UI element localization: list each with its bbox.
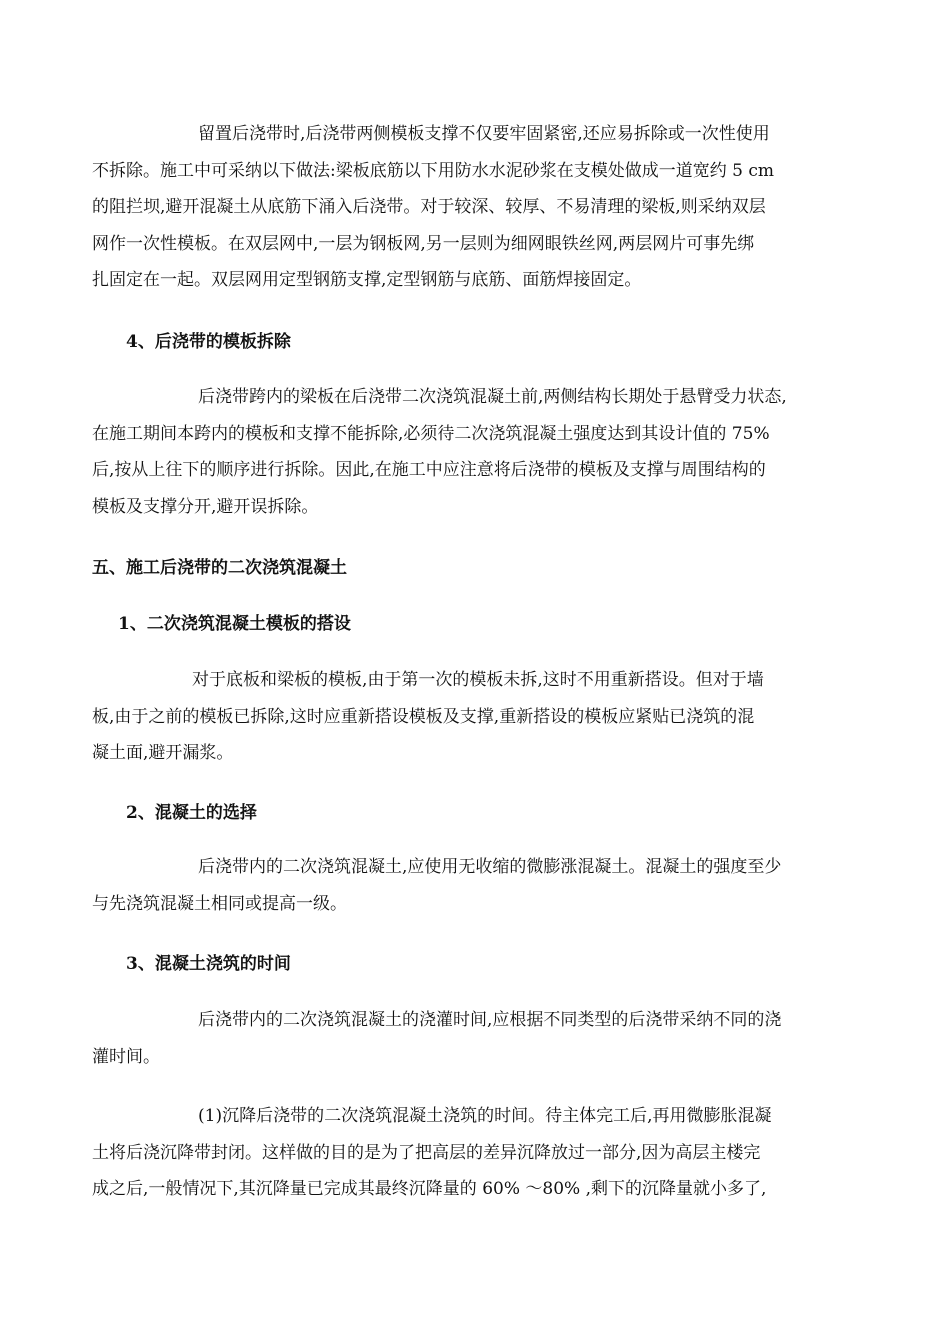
paragraph-line [92,116,862,153]
paragraph-line [92,1002,862,1039]
section-heading-formwork-setup: 1、二次浇筑混凝土模板的搭设 [118,614,351,634]
paragraph-formwork-support [92,116,862,299]
paragraph-line: 与先浇筑混凝土相同或提高一级。 [92,893,347,914]
chapter-heading-secondary-pouring: 五、施工后浇带的二次浇筑混凝土 [92,558,347,578]
paragraph-line: 土将后浇沉降带封闭。这样做的目的是为了把高层的差异沉降放过一部分,因为高层主楼完 [92,1142,761,1163]
paragraph-line: 在施工期间本跨内的模板和支撑不能拆除,必须待二次浇筑混凝土强度达到其设计值的 75% [92,423,770,444]
paragraph-line: 板,由于之前的模板已拆除,这时应重新搭设模板及支撑,重新搭设的模板应紧贴已浇筑的混 [92,706,755,727]
paragraph-line: 的阻拦坝,避开混凝土从底筋下涌入后浇带。对于较深、较厚、不易清理的梁板,则采纳双层 [92,197,766,217]
line-text: 后浇带跨内的梁板在后浇带二次浇筑混凝土前,两侧结构长期处于悬臂受力状态, [198,387,787,407]
paragraph-formwork-removal [92,379,862,525]
paragraph-line [92,1098,862,1135]
paragraph-line: 模板及支撑分开,避开误拆除。 [92,496,319,517]
paragraph-pouring-time [92,1002,862,1075]
paragraph-concrete-selection [92,849,862,922]
section-heading-pouring-time: 3、混凝土浇筑的时间 [126,954,291,974]
paragraph-line: 扎固定在一起。双层网用定型钢筋支撑,定型钢筋与底筋、面筋焊接固定。 [92,270,642,290]
paragraph-line: 网作一次性模板。在双层网中,一层为钢板网,另一层则为细网眼铁丝网,两层网片可事先绑 [92,233,755,254]
paragraph-line: 不拆除。施工中可采纳以下做法:梁板底筋以下用防水水泥砂浆在支模处做成一道宽约 5 cm [92,160,774,181]
paragraph-settlement-band [92,1098,862,1208]
paragraph-line [92,379,862,416]
line-text: 后浇带内的二次浇筑混凝土,应使用无收缩的微膨涨混凝土。混凝土的强度至少 [198,857,782,877]
line-text: 对于底板和梁板的模板,由于第一次的模板未拆,这时不用重新搭设。但对于墙 [192,670,764,690]
paragraph-line [92,849,862,886]
paragraph-line: 凝土面,避开漏浆。 [92,743,234,763]
paragraph-line: 灌时间。 [92,1046,160,1067]
line-text: 后浇带内的二次浇筑混凝土的浇灌时间,应根据不同类型的后浇带采纳不同的浇 [198,1010,782,1030]
line-text: 留置后浇带时,后浇带两侧模板支撑不仅要牢固紧密,还应易拆除或一次性使用 [198,124,770,144]
section-heading-formwork-removal: 4、后浇带的模板拆除 [126,332,291,352]
paragraph-line [92,662,862,699]
line-text: (1)沉降后浇带的二次浇筑混凝土浇筑的时间。待主体完工后,再用微膨胀混凝 [198,1106,772,1126]
paragraph-line: 成之后,一般情况下,其沉降量已完成其最终沉降量的 60% ～80% ,剩下的沉降量就小多了, [92,1179,767,1199]
paragraph-formwork-setup [92,662,862,772]
section-heading-concrete-selection: 2、混凝土的选择 [126,803,257,823]
paragraph-line: 后,按从上往下的顺序进行拆除。因此,在施工中应注意将后浇带的模板及支撑与周围结构的 [92,460,766,480]
